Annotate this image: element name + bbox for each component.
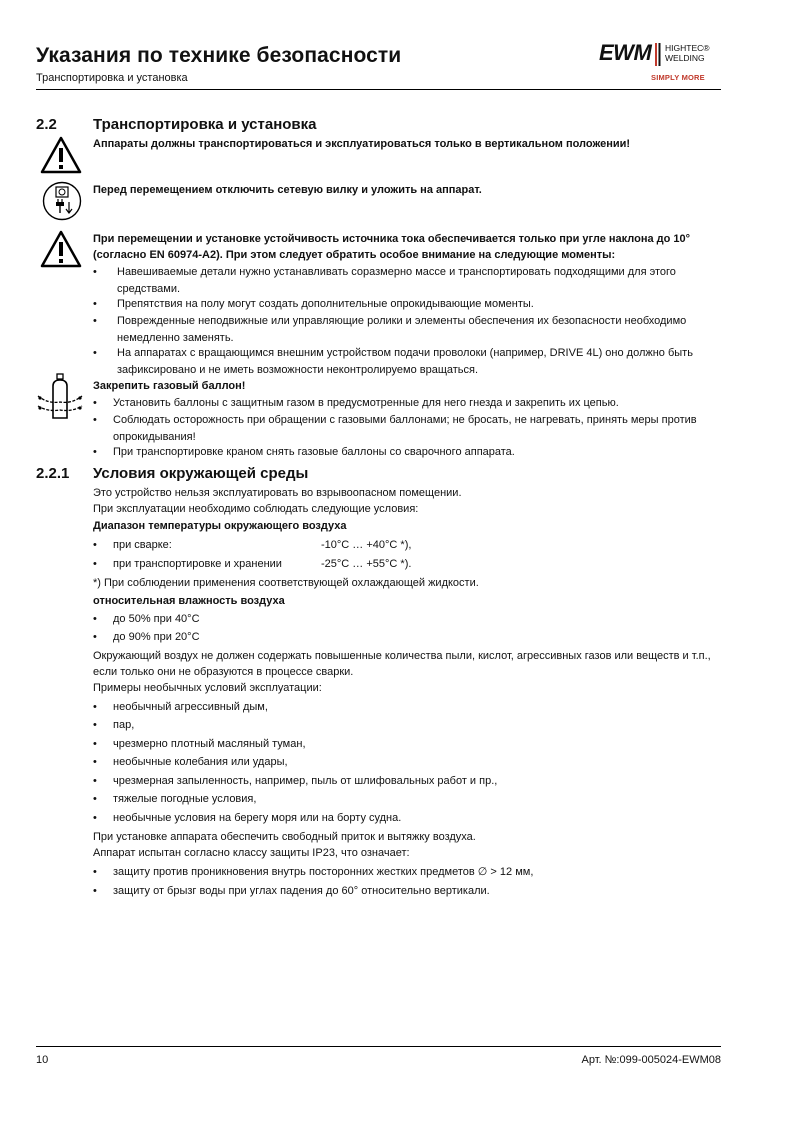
stability-warning-line: При перемещении и установке устойчивость источника тока обеспечивается только при угле наклона до 10° (93, 233, 691, 245)
logo-brand: EWM (599, 40, 652, 65)
footer-divider (36, 1046, 721, 1047)
warning-icon (40, 136, 82, 174)
header-divider (36, 89, 721, 90)
page-title: Указания по технике безопасности (36, 44, 402, 67)
paragraph: При эксплуатации необходимо соблюдать следующие условия: (93, 503, 419, 515)
article-number: Арт. №:099-005024-EWM08 (581, 1054, 721, 1066)
subsection-title: Условия окружающей среды (93, 465, 309, 482)
footnote: *) При соблюдении применения соответствующей охлаждающей жидкости. (93, 577, 479, 589)
unplug-icon (42, 180, 82, 222)
paragraph: Окружающий воздух не должен содержать повышенные количества пыли, кислот, агрессивных газов или веществ и т.п., (93, 650, 711, 662)
logo-slogan: SIMPLY MORE (651, 73, 705, 82)
section-number: 2.2 (36, 116, 57, 133)
warning-vertical: Аппараты должны транспортироваться и эксплуатироваться только в вертикальном положении! (93, 138, 631, 150)
paragraph: Аппарат испытан согласно классу защиты IP23, что означает: (93, 847, 410, 859)
logo-tagline: HIGHTEC® WELDING (665, 43, 710, 63)
humidity-heading: относительная влажность воздуха (93, 595, 285, 607)
subsection-number: 2.2.1 (36, 465, 70, 482)
page-number: 10 (36, 1054, 49, 1066)
paragraph: Это устройство нельзя эксплуатировать во взрывоопасном помещении. (93, 487, 462, 499)
gas-cylinder-icon (36, 372, 84, 422)
unplug-instruction: Перед перемещением отключить сетевую вилку и уложить на аппарат. (93, 184, 482, 196)
gas-cylinder-title: Закрепить газовый баллон! (93, 380, 246, 392)
ewm-logo (599, 40, 721, 84)
paragraph: При установке аппарата обеспечить свободный приток и вытяжку воздуха. (93, 831, 476, 843)
paragraph: если только они не образуются в процессе сварки. (93, 666, 354, 678)
section-title: Транспортировка и установка (93, 116, 317, 133)
warning-icon (40, 230, 82, 268)
paragraph: Примеры необычных условий эксплуатации: (93, 682, 322, 694)
logo-divider-icon (655, 43, 661, 66)
temperature-heading: Диапазон температуры окружающего воздуха (93, 520, 347, 532)
stability-warning-line: (согласно EN 60974-A2). При этом следует обратить особое внимание на следующие моменты: (93, 249, 616, 261)
page-subtitle: Транспортировка и установка (36, 72, 188, 84)
